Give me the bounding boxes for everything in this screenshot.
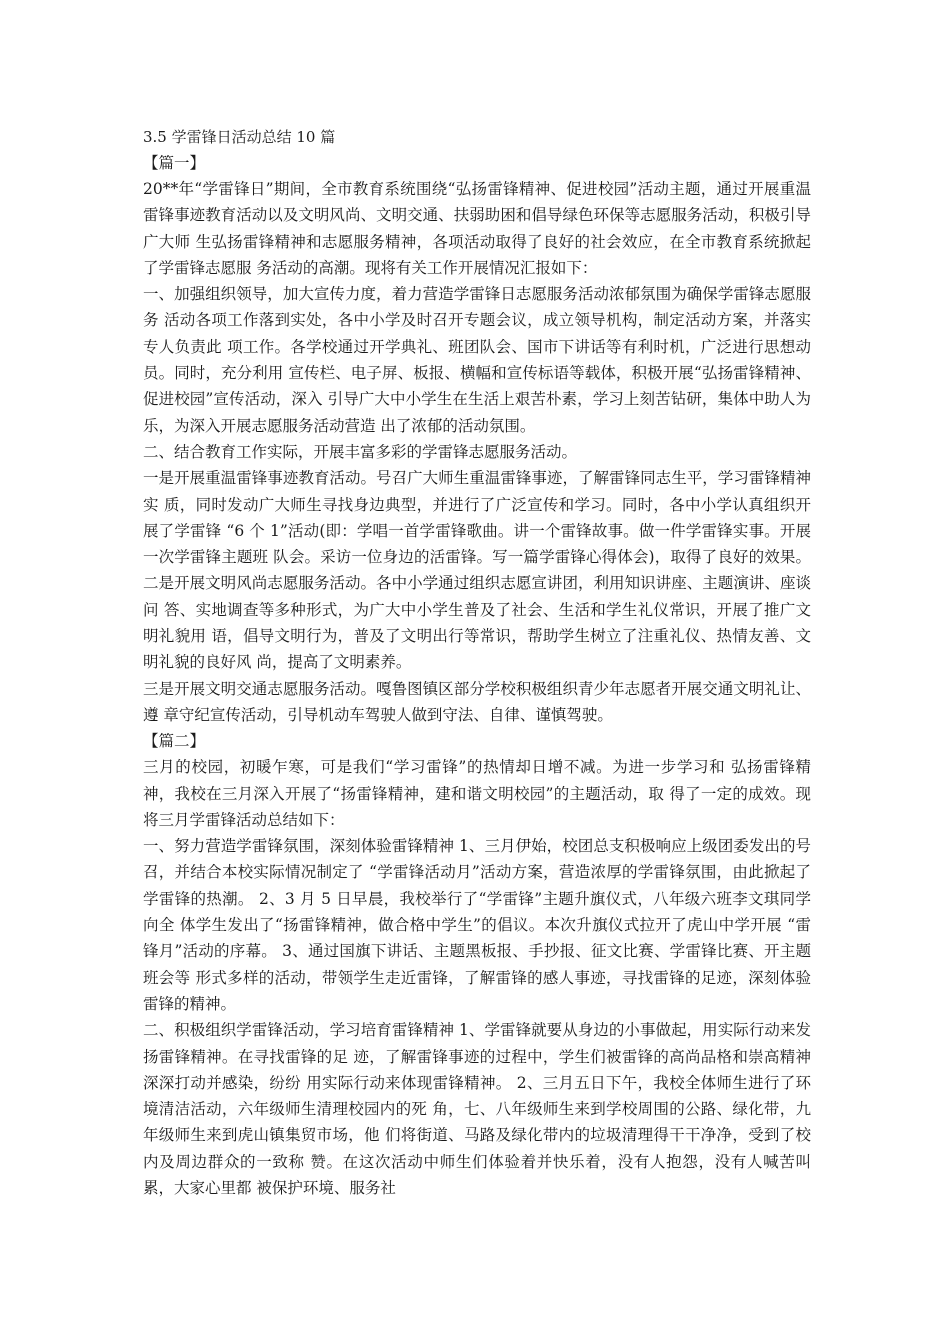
- paragraph: 一、加强组织领导，加大宣传力度，着力营造学雷锋日志愿服务活动浓郁氛围为确保学雷锋志愿服务 活动各项工作落到实处，各中小学及时召开专题会议，成立领导机构，制定活动方案，并落实专人负责此 项工作。各学校通过开学典礼、班团队会、国市下讲话等有利时机，广泛进行思想动员。同时，充分利用 宣传栏、电子屏、板报、横幅和宣传标语等载体，积极开展“弘扬雷锋精神、促进校园”宣传活动，深入 引导广大中小学生在生活上艰苦朴素，学习上刻苦钻研，集体中助人为乐，为深入开展志愿服务活动营造 出了浓郁的活动氛围。: [143, 285, 811, 435]
- paragraph: 三月的校园，初暖乍寒，可是我们“学习雷锋”的热情却日增不减。为进一步学习和 弘扬雷锋精神，我校在三月深入开展了“扬雷锋精神，建和谐文明校园”的主题活动，取 得了一定的成效。现将三月学雷锋活动总结如下：: [143, 758, 811, 829]
- paragraph: 三是开展文明交通志愿服务活动。嘎鲁图镇区部分学校积极组织青少年志愿者开展交通文明礼让、遵 章守纪宣传活动，引导机动车驾驶人做到守法、自律、谨慎驾驶。: [143, 679, 811, 724]
- section-heading-2: 【篇二】: [143, 732, 206, 751]
- paragraph: 二、积极组织学雷锋活动，学习培育雷锋精神 1、学雷锋就要从身边的小事做起，用实际行动来发扬雷锋精神。在寻找雷锋的足 迹，了解雷锋事迹的过程中，学生们被雷锋的高尚品格和崇高精神深深打动并感染，纷纷 用实际行动来体现雷锋精神。 2、三月五日下午，我校全体师生进行了环境清洁活动，六年级师生清理校园内的死 角，七、八年级师生来到学校周围的公路、绿化带，九年级师生来到虎山镇集贸市场，他 们将街道、马路及绿化带内的垃圾清理得干干净净，受到了校内及周边群众的一致称 赞。在这次活动中师生们体验着并快乐着，没有人抱怨，没有人喊苦叫累，大家心里都 被保护环境、服务社: [143, 1021, 811, 1197]
- paragraph: 20**年“学雷锋日”期间，全市教育系统围绕“弘扬雷锋精神、促进校园”活动主题，通过开展重温 雷锋事迹教育活动以及文明风尚、文明交通、扶弱助困和倡导绿色环保等志愿服务活动，积极引导广大师 生弘扬雷锋精神和志愿服务精神，各项活动取得了良好的社会效应，在全市教育系统掀起了学雷锋志愿服 务活动的高潮。现将有关工作开展情况汇报如下：: [143, 180, 811, 277]
- section-heading-1: 【篇一】: [143, 154, 206, 172]
- document-page: [143, 124, 811, 1201]
- document-title: 3.5 学雷锋日活动总结 10 篇: [143, 128, 336, 146]
- paragraph: 一是开展重温雷锋事迹教育活动。号召广大师生重温雷锋事迹，了解雷锋同志生平，学习雷锋精神实 质，同时发动广大师生寻找身边典型，并进行了广泛宣传和学习。同时，各中小学认真组织开展了学雷锋 “6 个 1”活动(即：学唱一首学雷锋歌曲。讲一个雷锋故事。做一件学雷锋实事。开展一次学雷锋主题班 队会。采访一位身边的活雷锋。写一篇学雷锋心得体会)，取得了良好的效果。 二是开展文明风尚志愿服务活动。各中小学通过组织志愿宣讲团，利用知识讲座、主题演讲、座谈问 答、实地调查等多种形式，为广大中小学生普及了社会、生活和学生礼仪常识，开展了推广文明礼貌用 语，倡导文明行为，普及了文明出行等常识，帮助学生树立了注重礼仪、热情友善、文明礼貌的良好风 尚，提高了文明素养。: [143, 469, 811, 672]
- paragraph: 二、结合教育工作实际，开展丰富多彩的学雷锋志愿服务活动。: [143, 442, 578, 461]
- paragraph: 一、努力营造学雷锋氛围，深刻体验雷锋精神 1、三月伊始，校团总支积极响应上级团委发出的号召，并结合本校实际情况制定了 “学雷锋活动月”活动方案，营造浓厚的学雷锋氛围，由此掀起了学雷锋的热潮。 2、3 月 5 日早晨，我校举行了“学雷锋”主题升旗仪式，八年级六班李文琪同学向全 体学生发出了“扬雷锋精神，做合格中学生”的倡议。本次升旗仪式拉开了虎山中学开展 “雷锋月”活动的序幕。 3、通过国旗下讲话、主题黑板报、手抄报、征文比赛、学雷锋比赛、开主题班会等 形式多样的活动，带领学生走近雷锋，了解雷锋的感人事迹，寻找雷锋的足迹，深刻体验 雷锋的精神。: [143, 837, 811, 1013]
